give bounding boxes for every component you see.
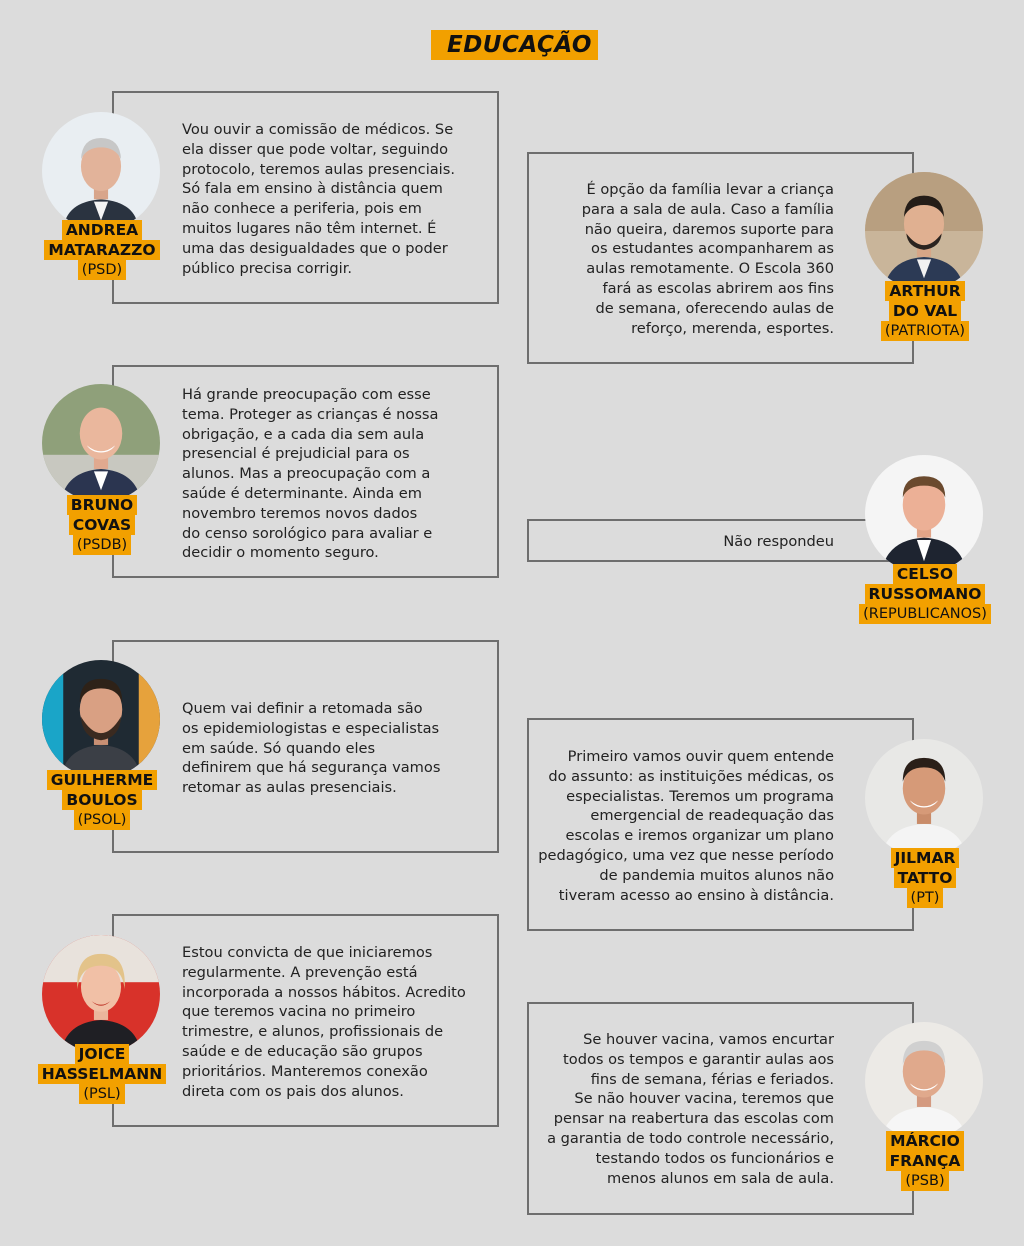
quote-text-boulos: Quem vai definir a retomada são os epidemiologistas e especialistas em saúde. Só quando eles definirem que há segurança vamos retomar as aulas presenciais. <box>182 700 441 797</box>
candidate-party: (PSDB) <box>73 535 131 555</box>
candidate-label-matarazzo <box>12 220 192 280</box>
candidate-name-line1: CELSO <box>893 564 957 584</box>
candidate-photo-boulos <box>42 660 160 778</box>
candidate-name-line2: TATTO <box>894 868 957 888</box>
candidate-party: (PATRIOTA) <box>881 321 969 341</box>
portrait-icon <box>42 384 160 502</box>
candidate-party: (REPUBLICANOS) <box>859 604 991 624</box>
candidate-label-do-val <box>835 281 1015 341</box>
candidate-photo-franca <box>865 1022 983 1140</box>
candidate-party: (PSOL) <box>74 810 131 830</box>
page-title-wrap <box>431 30 598 60</box>
page-title: EDUCAÇÃO <box>431 30 598 60</box>
portrait-icon <box>865 739 983 857</box>
candidate-party: (PSB) <box>901 1171 948 1191</box>
candidate-photo-hasselmann <box>42 935 160 1053</box>
candidate-name-line2: HASSELMANN <box>38 1064 166 1084</box>
quote-text-covas: Há grande preocupação com esse tema. Proteger as crianças é nossa obrigação, e a cada dia sem aula presencial é prejudicial para os alunos. Mas a preocupação com a saúde é determinante. Ainda em novembro teremos novos dados do censo sorológico para avaliar e decidir o momento seguro. <box>182 386 439 562</box>
candidate-label-franca <box>835 1131 1015 1191</box>
candidate-name-line2: DO VAL <box>889 301 961 321</box>
candidate-name-line1: ANDREA <box>62 220 142 240</box>
quote-text-tatto: Primeiro vamos ouvir quem entende do assunto: as instituições médicas, os especialistas. Teremos um programa emergencial de readequação das escolas e iremos organizar um plano pedagógico, uma vez que nesse período de pandemia muitos alunos não tiveram acesso ao ensino à distância. <box>538 748 834 904</box>
candidate-party: (PSD) <box>78 260 126 280</box>
quote-text-franca: Se houver vacina, vamos encurtar todos os tempos e garantir aulas aos fins de semana, férias e feriados. Se não houver vacina, teremos que pensar na reabertura das escolas com a garantia de todo controle necessário, testando todos os funcionários e menos alunos em sala de aula. <box>547 1031 834 1187</box>
quote-text-hasselmann: Estou convicta de que iniciaremos regularmente. A prevenção está incorporada a nossos hábitos. Acredito que teremos vacina no primeiro trimestre, e alunos, profissionais de saúde e de educação são grupos prioritários. Manteremos conexão direta com os pais dos alunos. <box>182 944 466 1100</box>
candidate-name-line1: JOICE <box>75 1044 130 1064</box>
candidate-label-russomano <box>835 564 1015 624</box>
quote-text-russomano: Não respondeu <box>723 533 834 550</box>
candidate-name-line2: COVAS <box>69 515 135 535</box>
candidate-photo-matarazzo <box>42 112 160 230</box>
portrait-icon <box>865 172 983 290</box>
portrait-icon <box>865 1022 983 1140</box>
candidate-name-line2: BOULOS <box>62 790 141 810</box>
candidate-name-line1: ARTHUR <box>885 281 964 301</box>
candidate-party: (PSL) <box>79 1084 124 1104</box>
candidate-label-covas <box>12 495 192 555</box>
candidate-name-line2: FRANÇA <box>886 1151 965 1171</box>
portrait-icon <box>42 112 160 230</box>
quote-text-matarazzo: Vou ouvir a comissão de médicos. Se ela disser que pode voltar, seguindo protocolo, teremos aulas presenciais. Só fala em ensino à distância quem não conhece a periferia, pois em muitos lugares não têm internet. É uma das desigualdades que o poder público precisa corrigir. <box>182 121 455 277</box>
candidate-label-tatto <box>835 848 1015 908</box>
candidate-name-line1: JILMAR <box>891 848 960 868</box>
portrait-icon <box>865 455 983 573</box>
candidate-photo-covas <box>42 384 160 502</box>
candidate-photo-russomano <box>865 455 983 573</box>
portrait-icon <box>42 935 160 1053</box>
portrait-icon <box>42 660 160 778</box>
candidate-party: (PT) <box>907 888 944 908</box>
candidate-name-line1: BRUNO <box>67 495 137 515</box>
candidate-name-line2: RUSSOMANO <box>865 584 986 604</box>
candidate-label-boulos <box>12 770 192 830</box>
candidate-photo-do-val <box>865 172 983 290</box>
quote-text-do-val: É opção da família levar a criança para a sala de aula. Caso a família não queira, daremos suporte para os estudantes acompanharem as aulas remotamente. O Escola 360 fará as escolas abrirem aos fins de semana, oferecendo aulas de reforço, merenda, esportes. <box>581 181 834 337</box>
candidate-photo-tatto <box>865 739 983 857</box>
candidate-name-line1: MÁRCIO <box>886 1131 964 1151</box>
candidate-name-line2: MATARAZZO <box>44 240 159 260</box>
candidate-label-hasselmann <box>12 1044 192 1104</box>
candidate-name-line1: GUILHERME <box>47 770 157 790</box>
